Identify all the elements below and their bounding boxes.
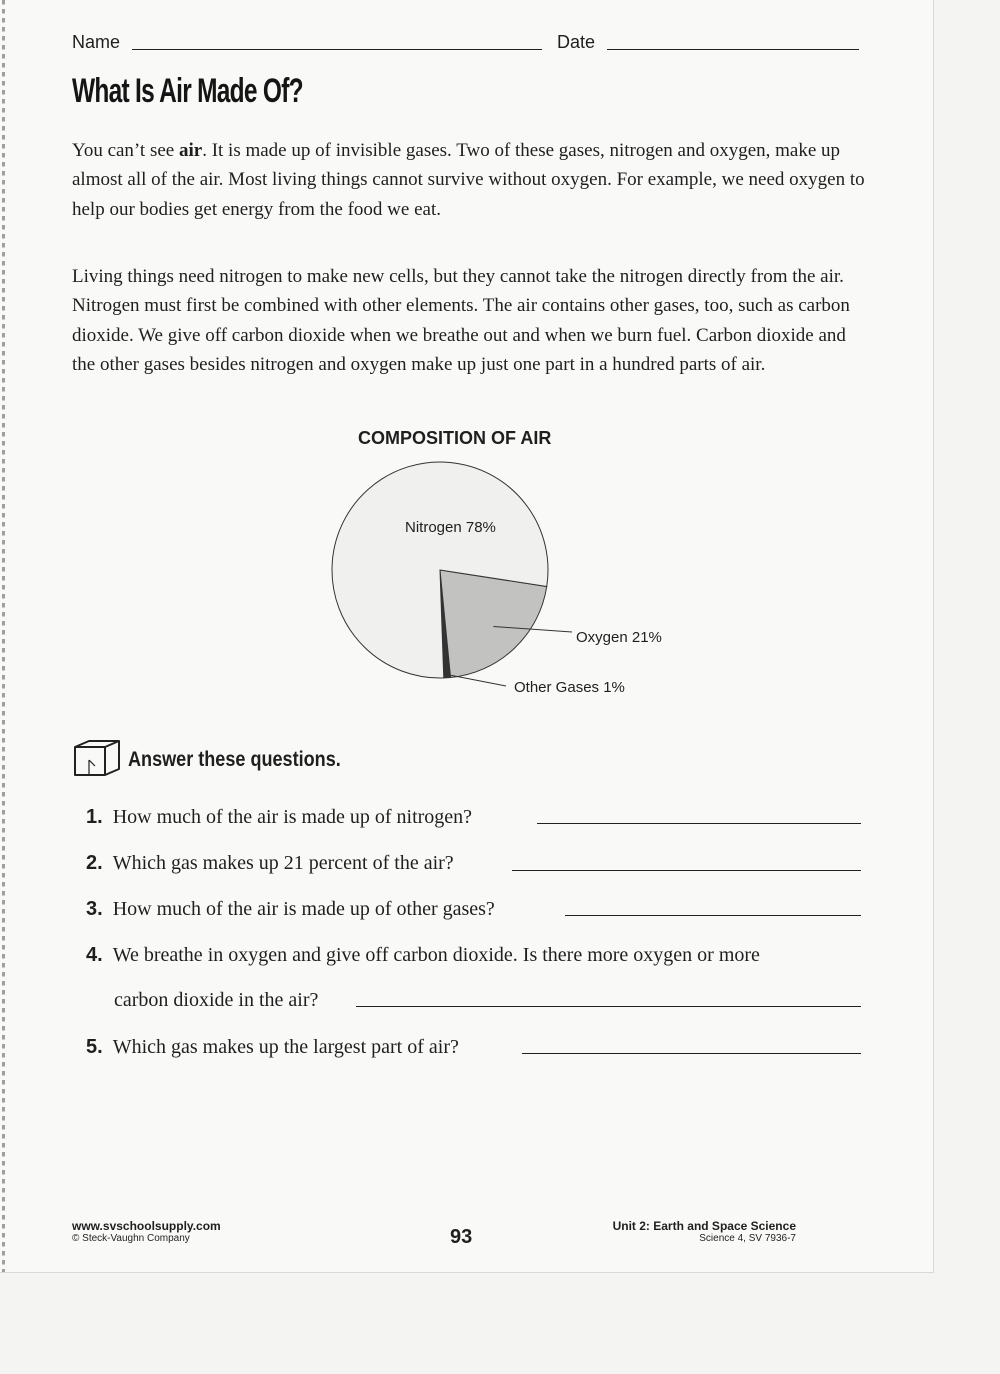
air-composition-pie-chart [330,450,690,700]
question-4 [86,944,760,967]
question-text: Which gas makes up the largest part of air? [112,1036,459,1058]
page-number: 93 [450,1226,473,1248]
footer-code: Science 4, SV 7936-7 [699,1233,796,1244]
question-number: 2. [86,852,103,874]
pie-label-oxygen: Oxygen 21% [576,629,662,646]
answer-line-2[interactable] [512,870,861,871]
intro-paragraph [72,136,872,224]
intro-bold-term: air [178,140,203,161]
footer-unit-info [613,1219,796,1244]
intro-text-rest: . It is made up of invisible gases. Two of these gases, nitrogen and oxygen, make up almost all of the air. Most living things cannot survive without oxygen. For example, we need oxygen to help our bodies get energy from the food we eat. [72,140,865,220]
name-line[interactable] [132,49,542,50]
answer-line-3[interactable] [565,915,861,916]
date-label: Date [557,32,596,52]
question-text: How much of the air is made up of nitrogen? [112,806,473,828]
questions-heading: Answer these questions. [128,748,341,771]
cube-icon [72,738,122,778]
pie-label-other-gases: Other Gases 1% [514,679,625,696]
footer-unit: Unit 2: Earth and Space Science [612,1219,796,1233]
question-text: How much of the air is made up of other gases? [112,898,495,920]
answer-line-1[interactable] [537,823,861,824]
question-text: We breathe in oxygen and give off carbon dioxide. Is there more oxygen or more [112,944,760,966]
pie-leader-other [447,675,506,686]
intro-text-start: You can’t see [72,140,179,161]
question-number: 1. [86,806,103,828]
page-title: What Is Air Made Of? [72,72,303,110]
footer-publisher [72,1219,221,1244]
footer-copyright: © Steck-Vaughn Company [72,1233,190,1244]
question-5 [86,1036,459,1059]
nitrogen-paragraph: Living things need nitrogen to make new cells, but they cannot take the nitrogen directly from the air. Nitrogen must first be combined with other elements. The air contains other gases, too, such as carbon dioxide. We give off carbon dioxide when we breathe out and when we burn fuel. Carbon dioxide and the other gases besides nitrogen and oxygen make up just one part in a hundred parts of air. [72,266,850,375]
footer-url[interactable]: www.svschoolsupply.com [72,1219,221,1233]
answer-line-4[interactable] [356,1006,861,1007]
pie-label-nitrogen: Nitrogen 78% [405,519,496,536]
name-label: Name [72,32,121,52]
date-line[interactable] [607,49,859,50]
question-4-continued [114,989,318,1012]
perforated-edge [2,0,5,1272]
date-field [557,32,595,53]
question-2 [86,852,454,875]
show-through-ghost [640,78,645,109]
pie-slice-oxygen [440,570,547,677]
question-1 [86,806,472,829]
answer-line-5[interactable] [522,1053,861,1054]
name-field [72,32,120,53]
chart-title: COMPOSITION OF AIR [358,428,552,448]
question-number: 5. [86,1036,103,1058]
question-number: 4. [86,944,103,966]
question-text: carbon dioxide in the air? [114,989,319,1011]
question-3 [86,898,495,921]
question-text: Which gas makes up 21 percent of the air? [112,852,454,874]
question-number: 3. [86,898,103,920]
